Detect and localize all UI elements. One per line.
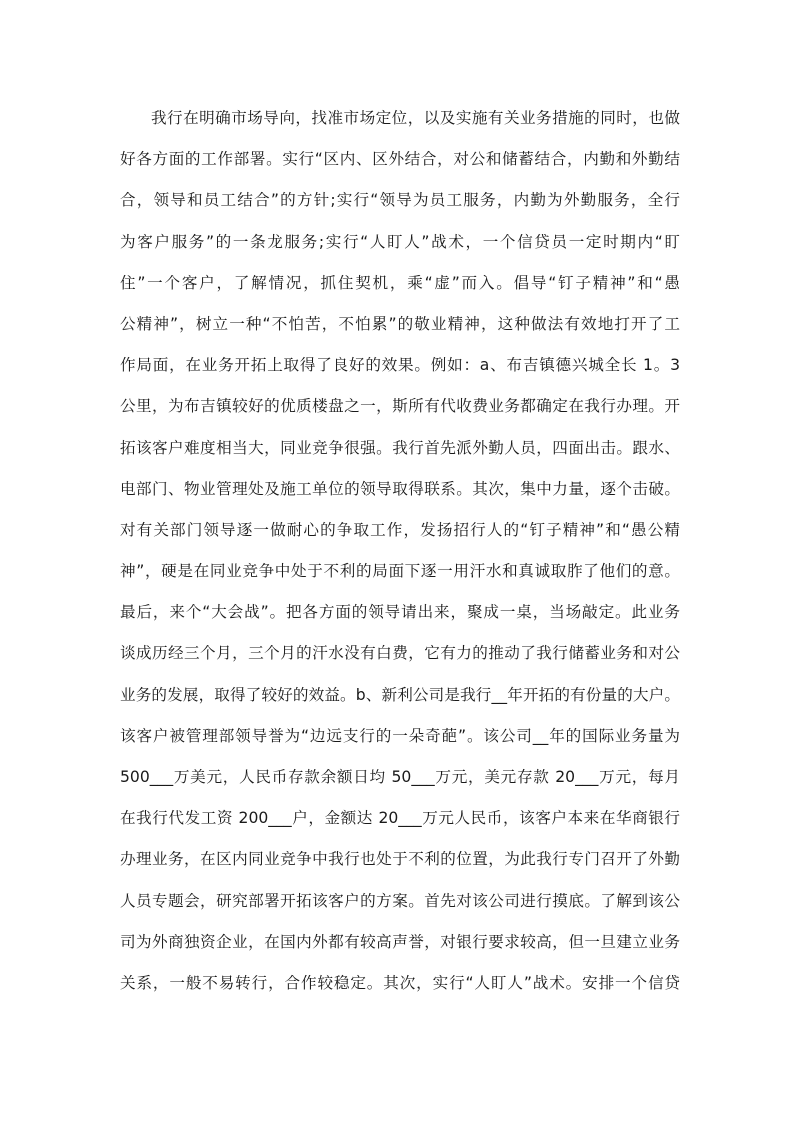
paragraph-line: 作局面，在业务开拓上取得了良好的效果。例如：a、布吉镇德兴城全长 1。3	[120, 356, 680, 375]
paragraph-line: 合，领导和员工结合”的方针;实行“领导为员工服务，内勤为外勤服务，全行	[120, 191, 680, 210]
paragraph-line: 为客户服务”的一条龙服务;实行“人盯人”战术，一个信贷员一定时期内“盯	[120, 232, 680, 251]
paragraph-line: 关系，一般不易转行，合作较稳定。其次，实行“人盯人”战术。安排一个信贷	[120, 973, 680, 992]
paragraph-line: 人员专题会，研究部署开拓该客户的方案。首先对该公司进行摸底。了解到该公	[120, 891, 680, 910]
paragraph-line: 拓该客户难度相当大，同业竞争很强。我行首先派外勤人员，四面出击。跟水、	[120, 438, 680, 457]
paragraph-line: 该客户被管理部领导誉为“边远支行的一朵奇葩”。该公司__年的国际业务量为	[120, 726, 680, 745]
paragraph-line: 在我行代发工资 200___户，金额达 20___万元人民币，该客户本来在华商银行	[120, 809, 680, 828]
paragraph-line: 公精神”，树立一种“不怕苦，不怕累”的敬业精神，这种做法有效地打开了工	[120, 314, 680, 333]
paragraph-line: 最后，来个“大会战”。把各方面的领导请出来，聚成一桌，当场敲定。此业务	[120, 603, 680, 622]
paragraph-line: 业务的发展，取得了较好的效益。b、新利公司是我行__年开拓的有份量的大户。	[120, 685, 680, 704]
paragraph-line: 我行在明确市场导向，找准市场定位，以及实施有关业务措施的同时，也做	[151, 109, 680, 127]
body-paragraph	[120, 98, 680, 1004]
paragraph-line: 谈成历经三个月，三个月的汗水没有白费，它有力的推动了我行储蓄业务和对公	[120, 644, 680, 663]
paragraph-line: 500___万美元，人民币存款余额日均 50___万元，美元存款 20___万元，每月	[120, 768, 680, 786]
paragraph-line: 好各方面的工作部署。实行“区内、区外结合，对公和储蓄结合，内勤和外勤结	[120, 150, 680, 169]
paragraph-line: 电部门、物业管理处及施工单位的领导取得联系。其次，集中力量，逐个击破。	[120, 479, 680, 498]
paragraph-line: 住”一个客户，了解情况，抓住契机，乘“虚”而入。倡导“钉子精神”和“愚	[120, 273, 680, 292]
paragraph-line: 公里，为布吉镇较好的优质楼盘之一，斯所有代收费业务都确定在我行办理。开	[120, 397, 680, 416]
paragraph-line: 办理业务，在区内同业竞争中我行也处于不利的位置，为此我行专门召开了外勤	[120, 850, 680, 869]
paragraph-line: 神”，硬是在同业竞争中处于不利的局面下逐一用汗水和真诚取胙了他们的意。	[120, 562, 680, 581]
paragraph-line: 对有关部门领导逐一做耐心的争取工作，发扬招行人的“钉子精神”和“愚公精	[120, 520, 680, 539]
paragraph-line: 司为外商独资企业，在国内外都有较高声誉，对银行要求较高，但一旦建立业务	[120, 932, 680, 951]
